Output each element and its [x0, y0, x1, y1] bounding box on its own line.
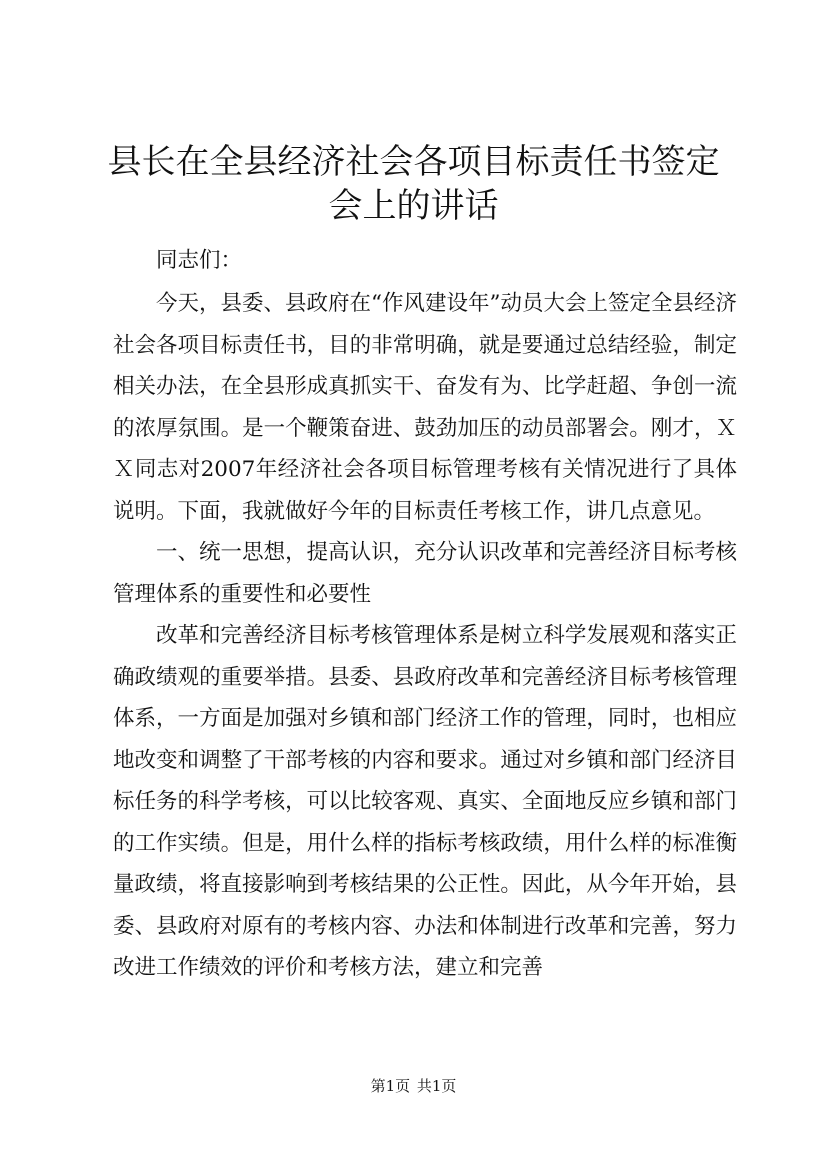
- paragraph-section-one: 改革和完善经济目标考核管理体系是树立科学发展观和落实正确政绩观的重要举措。县委、县政府改革和完善经济目标考核管理体系，一方面是加强对乡镇和部门经济工作的管理，同时，也相应地改变和调整了干部考核的内容和要求。通过对乡镇和部门经济目标任务的科学考核，可以比较客观、真实、全面地反应乡镇和部门的工作实绩。但是，用什么样的指标考核政绩，用什么样的标准衡量政绩，将直接影响到考核结果的公正性。因此，从今年开始，县委、县政府对原有的考核内容、办法和体制进行改革和完善，努力改进工作绩效的评价和考核方法，建立和完善: [113, 623, 737, 980]
- salutation: 同志们：: [156, 248, 243, 273]
- page-total: 共1页: [416, 1077, 457, 1095]
- document-body: [113, 240, 737, 989]
- page-footer: [0, 1076, 827, 1096]
- section-heading-one: 一、统一思想，提高认识，充分认识改革和完善经济目标考核管理体系的重要性和必要性: [113, 540, 737, 607]
- page-number: 第1页: [370, 1077, 411, 1095]
- document-title: 县长在全县经济社会各项目标责任书签定会上的讲话: [107, 142, 720, 226]
- paragraph-intro: 今天，县委、县政府在“作风建设年”动员大会上签定全县经济社会各项目标责任书，目的非常明确，就是要通过总结经验，制定相关办法，在全县形成真抓实干、奋发有为、比学赶超、争创一流的浓厚氛围。是一个鞭策奋进、鼓劲加压的动员部署会。刚才，ＸＸ同志对2007年经济社会各项目标管理考核有关情况进行了具体说明。下面，我就做好今年的目标责任考核工作，讲几点意见。: [113, 291, 737, 524]
